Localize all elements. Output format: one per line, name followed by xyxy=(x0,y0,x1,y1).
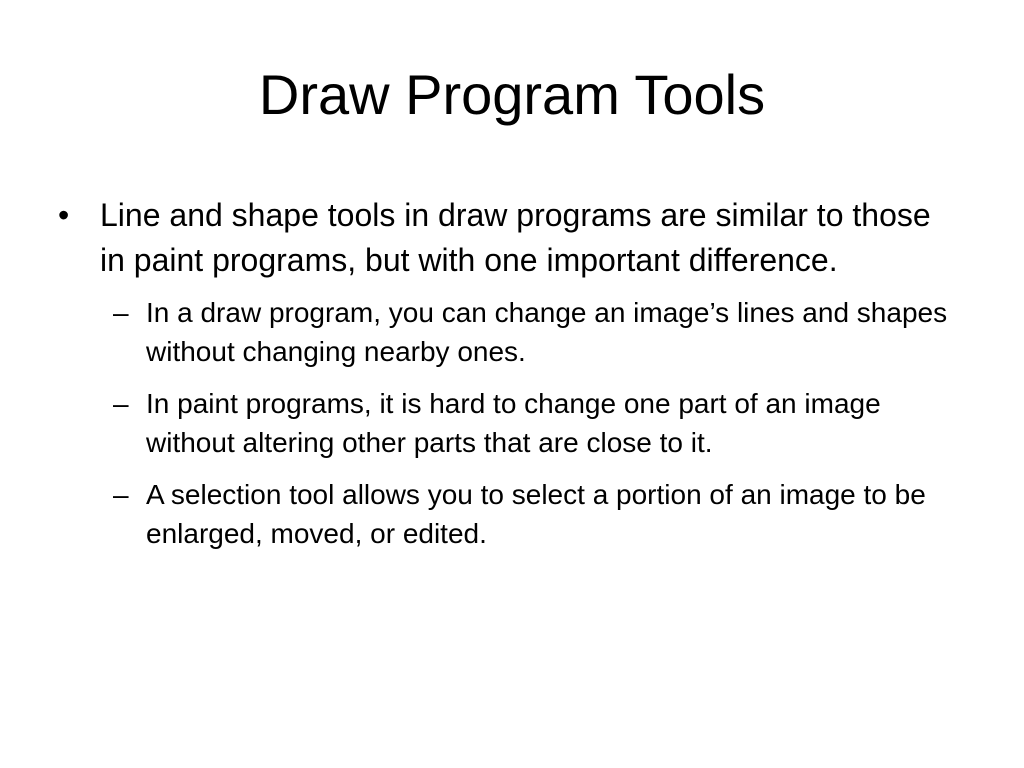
bullet-item xyxy=(58,193,958,283)
sub-bullet-item xyxy=(113,384,958,462)
sub-bullet-item xyxy=(113,475,958,553)
dash-marker: – xyxy=(113,479,129,510)
bullet-text: Line and shape tools in draw programs are similar to those in paint programs, but with one important difference. xyxy=(100,197,931,278)
sub-bullet-item xyxy=(113,293,958,371)
sub-bullet-list xyxy=(113,293,958,553)
sub-bullet-text: A selection tool allows you to select a portion of an image to be enlarged, moved, or edited. xyxy=(146,479,926,549)
sub-bullet-text: In a draw program, you can change an image’s lines and shapes without changing nearby ones. xyxy=(146,297,948,367)
slide-title: Draw Program Tools xyxy=(258,63,766,126)
bullet-marker: • xyxy=(58,197,70,233)
slide-body xyxy=(58,193,958,566)
sub-bullet-text: In paint programs, it is hard to change one part of an image without altering other parts that are close to it. xyxy=(146,388,881,458)
dash-marker: – xyxy=(113,388,129,419)
dash-marker: – xyxy=(113,297,129,328)
